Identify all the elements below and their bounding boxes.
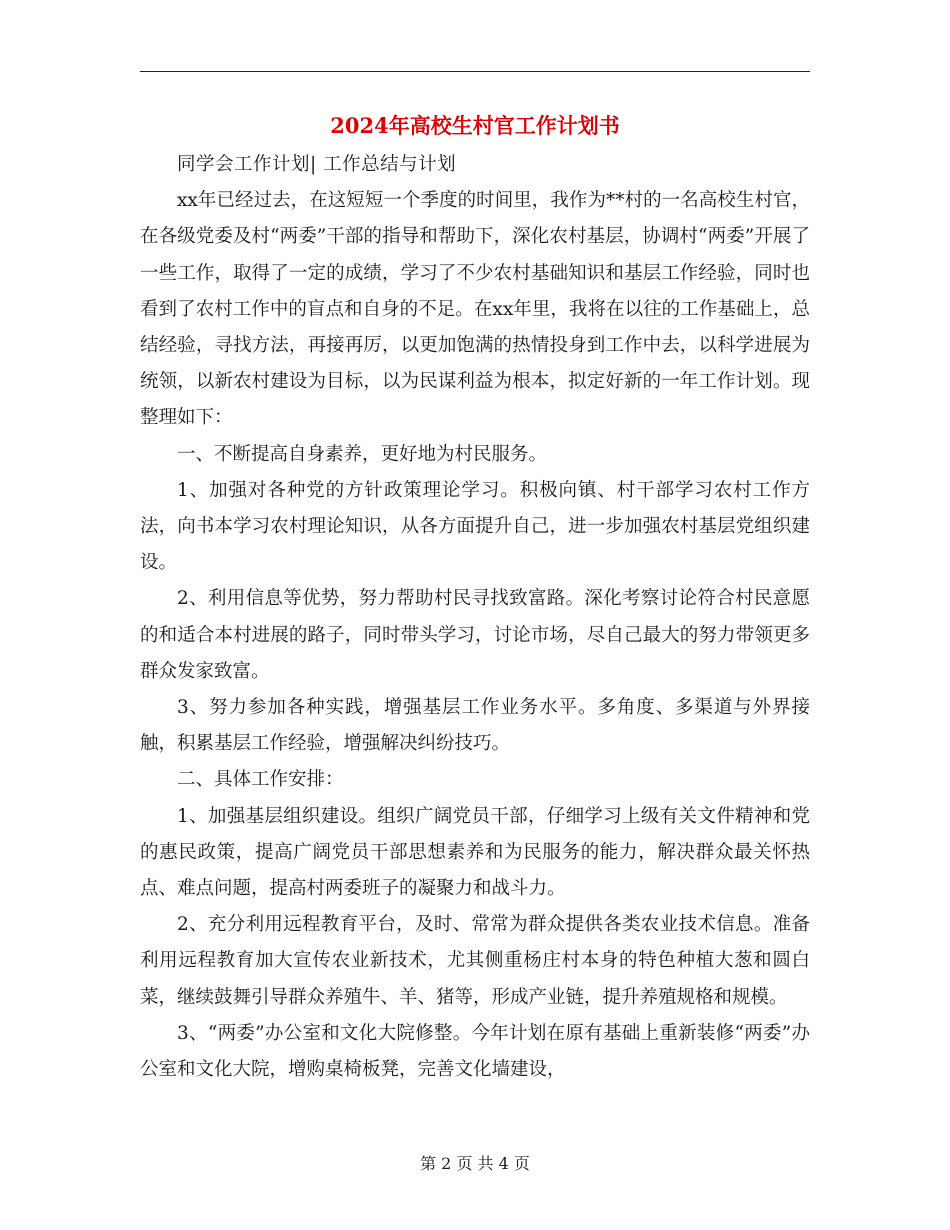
paragraph-1-2: 2、利用信息等优势，努力帮助村民寻找致富路。深化考察讨论符合村民意愿的和适合本村进展的路子，同时带头学习，讨论市场，尽自己最大的努力带领更多群众发家致富。 bbox=[140, 588, 810, 682]
document-title: 2024年高校生村官工作计划书 bbox=[330, 113, 620, 138]
section-heading-2: 二、具体工作安排： bbox=[177, 769, 344, 791]
header-rule bbox=[140, 71, 810, 72]
document-body bbox=[140, 147, 810, 1088]
page-number: 第 2 页 共 4 页 bbox=[420, 1154, 530, 1173]
section-heading-1: 一、不断提高自身素养，更好地为村民服务。 bbox=[177, 443, 548, 465]
paragraph-2-2: 2、充分利用远程教育平台，及时、常常为群众提供各类农业技术信息。准备利用远程教育加大宣传农业新技术，尤其侧重杨庄村本身的特色种植大葱和圆白菜，继续鼓舞引导群众养殖牛、羊、猪等，形成产业链，提升养殖规格和规模。 bbox=[140, 914, 810, 1008]
paragraph-1-3: 3、努力参加各种实践，增强基层工作业务水平。多角度、多渠道与外界接触，积累基层工作经验，增强解决纠纷技巧。 bbox=[140, 697, 810, 755]
document-subtitle: 同学会工作计划| 工作总结与计划 bbox=[177, 154, 457, 175]
paragraph-intro: xx年已经过去，在这短短一个季度的时间里，我作为**村的一名高校生村官，在各级党委及村“两委”干部的指导和帮助下，深化农村基层，协调村“两委”开展了一些工作，取得了一定的成绩，学习了不少农村基础知识和基层工作经验，同时也看到了农村工作中的盲点和自身的不足。在xx年里，我将在以往的工作基础上，总结经验，寻找方法，再接再厉，以更加饱满的热情投身到工作中去，以科学进展为统领，以新农村建设为目标，以为民谋利益为根本，拟定好新的一年工作计划。现整理如下： bbox=[140, 190, 810, 429]
paragraph-2-3: 3、“两委”办公室和文化大院修整。今年计划在原有基础上重新装修“两委”办公室和文化大院，增购桌椅板凳，完善文化墙建设， bbox=[140, 1022, 810, 1081]
paragraph-1-1: 1、加强对各种党的方针政策理论学习。积极向镇、村干部学习农村工作方法，向书本学习农村理论知识，从各方面提升自己，进一步加强农村基层党组织建设。 bbox=[140, 479, 810, 574]
paragraph-2-1: 1、加强基层组织建设。组织广阔党员干部，仔细学习上级有关文件精神和党的惠民政策，提高广阔党员干部思想素养和为民服务的能力，解决群众最关怀热点、难点问题，提高村两委班子的凝聚力和战斗力。 bbox=[140, 805, 810, 900]
